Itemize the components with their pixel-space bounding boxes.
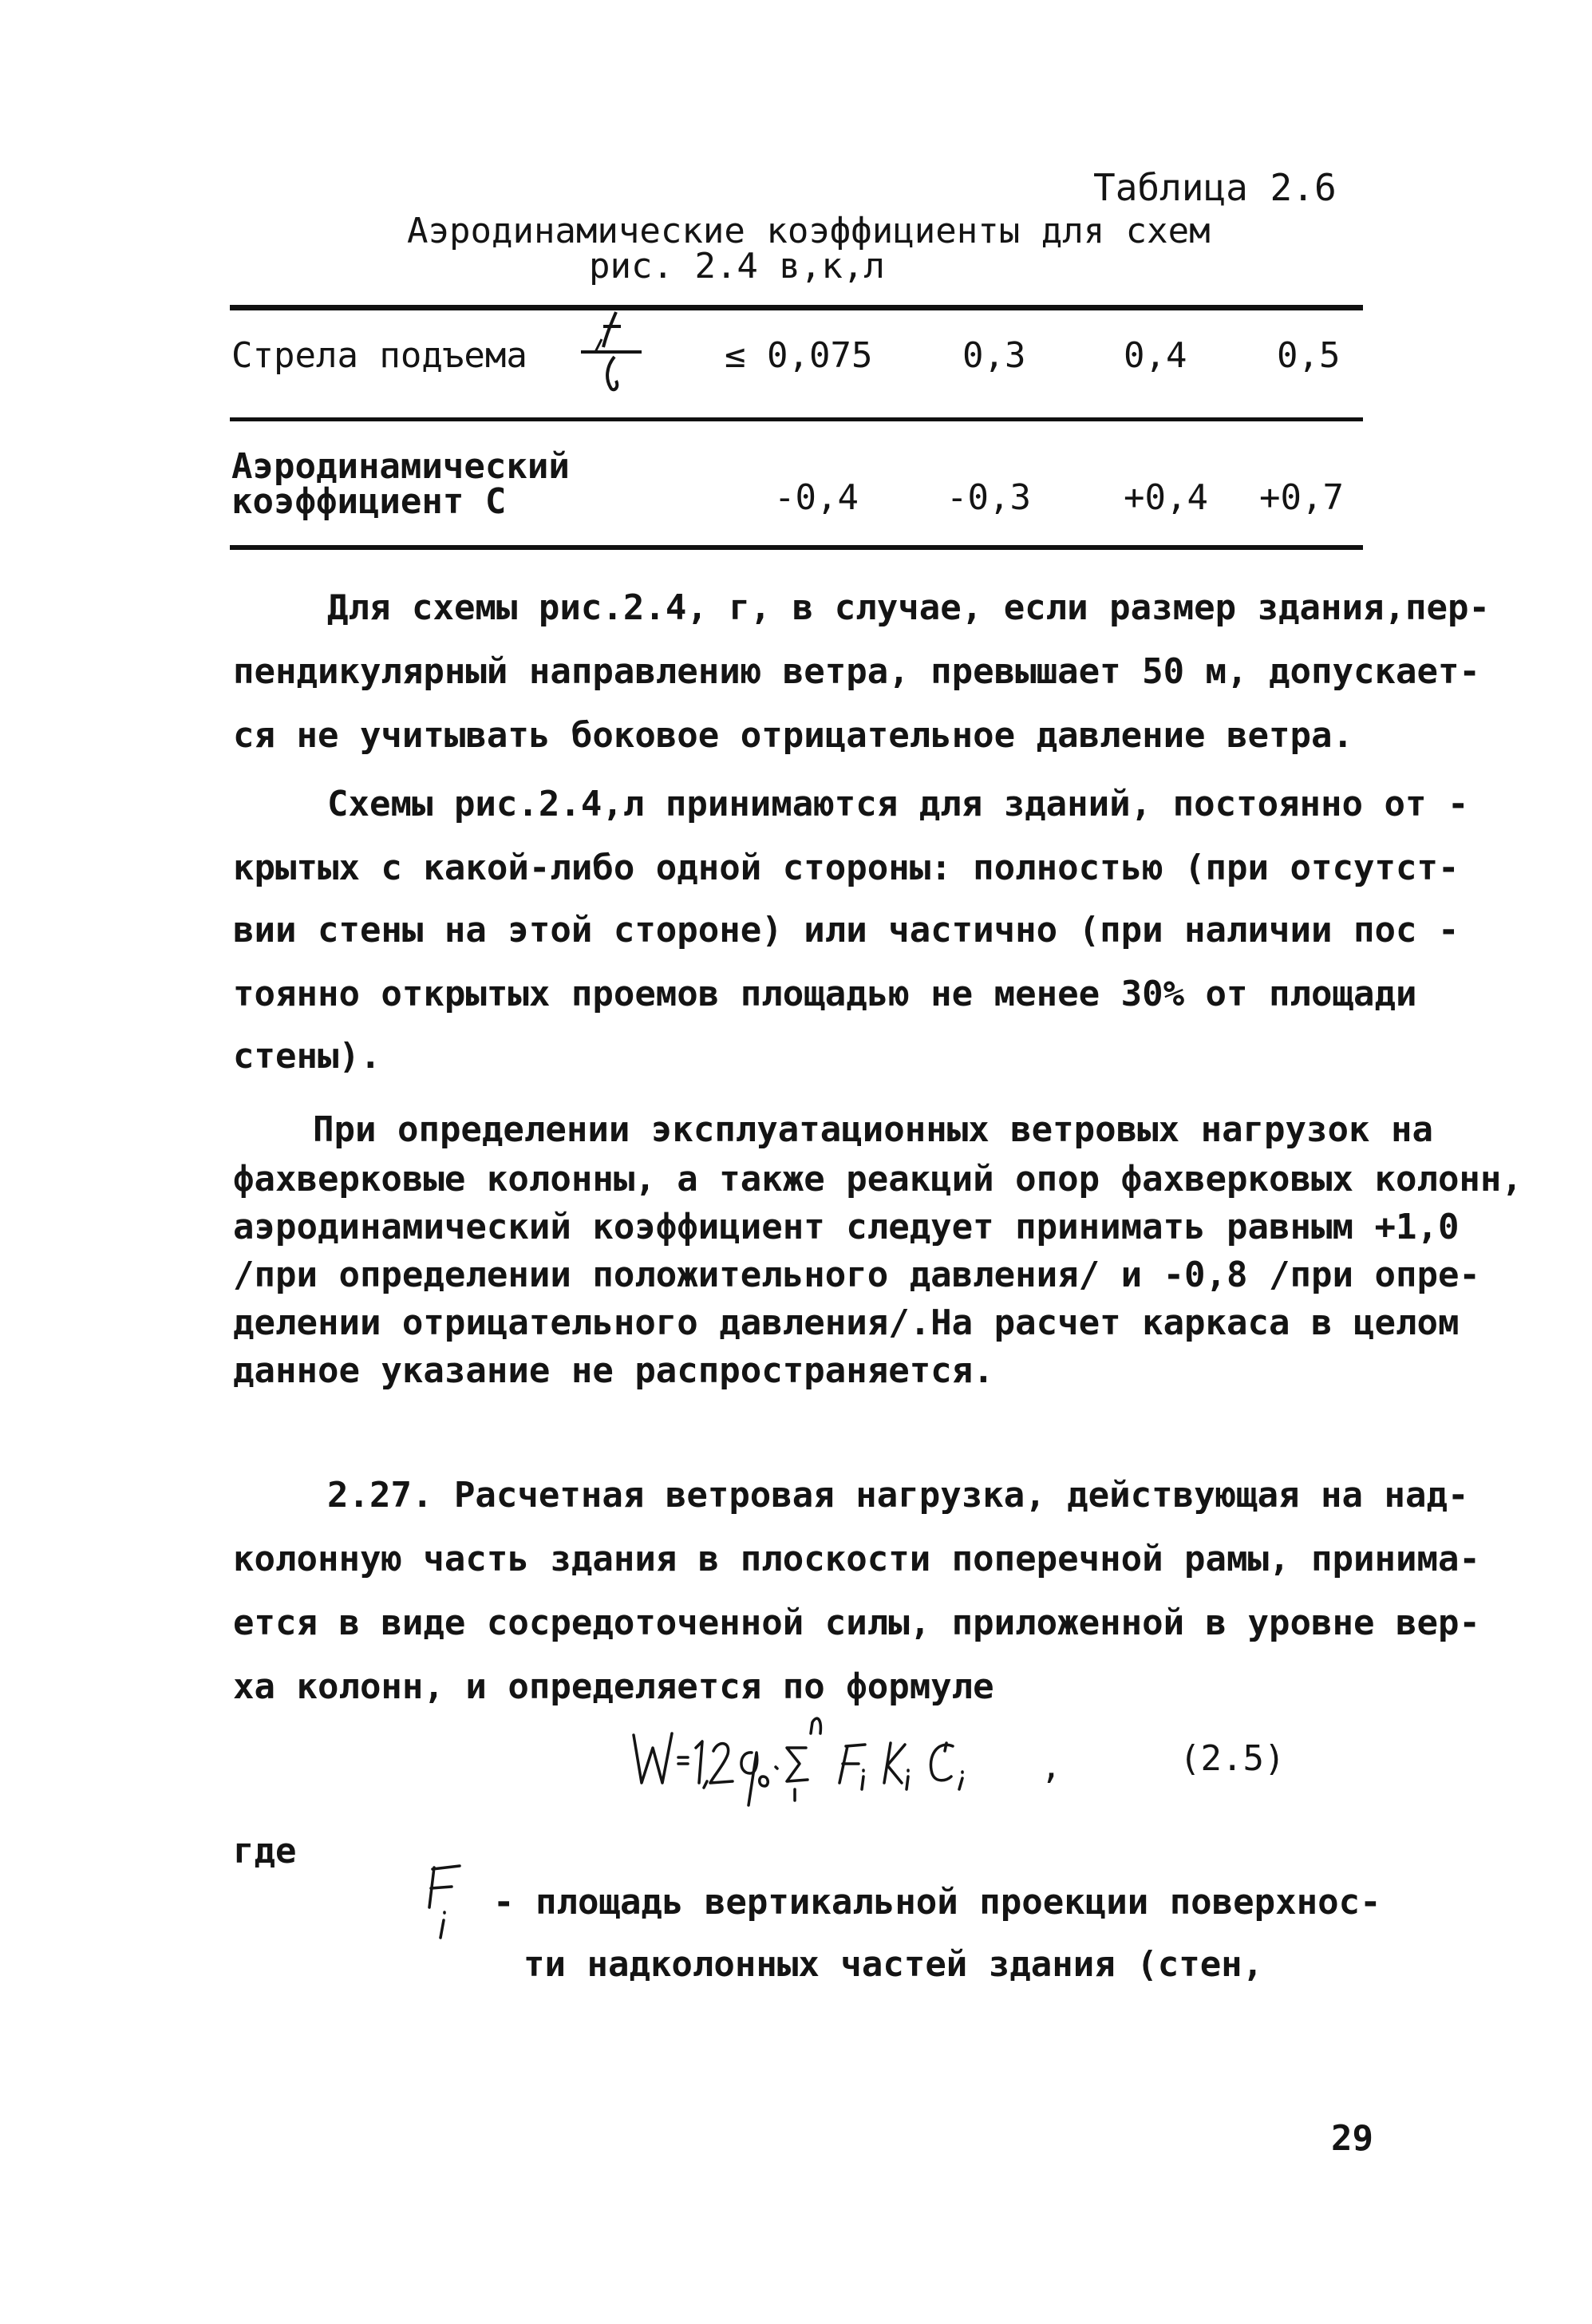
para4-line: ха колонн, и определяется по формуле <box>233 1666 994 1707</box>
para1-line: Для схемы рис.2.4, г, в случае, если размер здания,пер- <box>327 587 1490 628</box>
formula-comma: , <box>1041 1746 1062 1787</box>
para3-line: делении отрицательного давления/.На расчет каркаса в целом <box>233 1302 1460 1343</box>
para3-line: При определении эксплуатационных ветровых нагрузок на <box>313 1109 1433 1150</box>
para4-line: 2.27. Расчетная ветровая нагрузка, действующая на над- <box>327 1475 1469 1516</box>
table-rule-top <box>230 305 1363 310</box>
para3-line: /при определении положительного давления/ и -0,8 /при опре- <box>233 1255 1480 1295</box>
row1-label: Стрела подъема <box>231 335 527 376</box>
para2-line: крытых с какой-либо одной стороны: полностью (при отсутст- <box>233 848 1460 888</box>
para1-line: ся не учитывать боковое отрицательное давление ветра. <box>233 715 1353 756</box>
row2-label-line2: коэффициент С <box>231 481 507 522</box>
para2-line: стены). <box>233 1036 381 1077</box>
table-label: Таблица 2.6 <box>1093 166 1337 209</box>
page-number: 29 <box>1331 2118 1373 2159</box>
para4-line: колонную часть здания в плоскости поперечной рамы, принима- <box>233 1539 1480 1579</box>
row2-value: +0,7 <box>1259 477 1344 518</box>
table-rule-middle <box>230 417 1363 421</box>
where-label: где <box>233 1831 297 1871</box>
table-title-line2: рис. 2.4 в,к,л <box>589 246 885 287</box>
row2-value: +0,4 <box>1124 477 1208 518</box>
para1-line: пендикулярный направлению ветра, превышает 50 м, допускает- <box>233 651 1480 692</box>
row2-value: -0,4 <box>774 477 859 518</box>
definition-line: ти надколонных частей здания (стен, <box>523 1944 1264 1985</box>
row1-value: 0,4 <box>1124 335 1187 376</box>
formula-handwritten <box>630 1706 1045 1810</box>
row2-label-line1: Аэродинамический <box>231 446 570 487</box>
table-title-line1: Аэродинамические коэффициенты для схем <box>407 211 1211 251</box>
para2-line: Схемы рис.2.4,л принимаются для зданий, постоянно от - <box>327 784 1469 824</box>
row2-value: -0,3 <box>946 477 1031 518</box>
para3-line: данное указание не распространяется. <box>233 1350 994 1391</box>
formula-number: (2.5) <box>1179 1738 1286 1779</box>
row1-value: ≤ 0,075 <box>725 335 873 376</box>
para3-line: фахверковые колонны, а также реакций опор фахверковых колонн, <box>233 1159 1523 1200</box>
ratio-f-over-l-symbol <box>579 307 643 395</box>
para3-line: аэродинамический коэффициент следует принимать равным +1,0 <box>233 1207 1460 1247</box>
para2-line: тоянно открытых проемов площадью не менее 30% от площади <box>233 974 1417 1014</box>
para2-line: вии стены на этой стороне) или частично (при наличии пос - <box>233 910 1460 951</box>
row1-value: 0,3 <box>962 335 1026 376</box>
definition-line: - площадь вертикальной проекции поверхнос- <box>493 1882 1381 1923</box>
row1-value: 0,5 <box>1277 335 1341 376</box>
fi-symbol <box>423 1858 471 1946</box>
table-rule-bottom <box>230 545 1363 550</box>
para4-line: ется в виде сосредоточенной силы, приложенной в уровне вер- <box>233 1603 1480 1643</box>
